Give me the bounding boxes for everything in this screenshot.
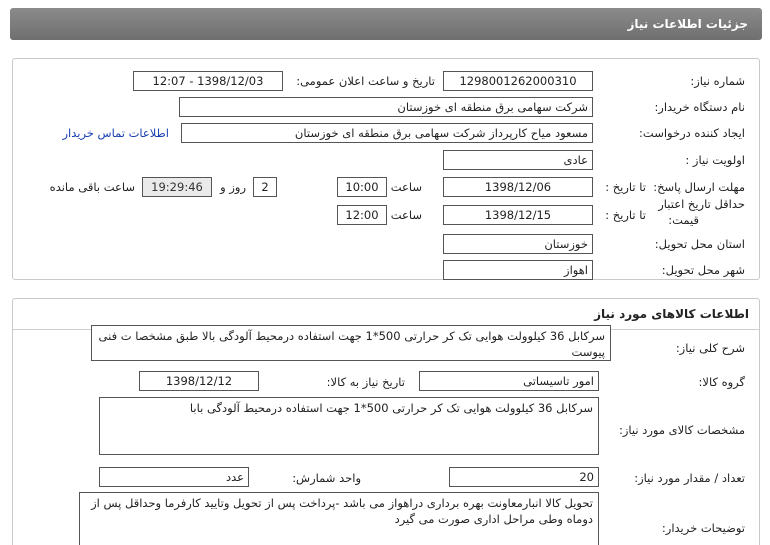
specs-label: مشخصات کالای مورد نیاز:	[618, 423, 745, 437]
days-remaining-field: 2	[253, 177, 277, 197]
unit-field: عدد	[99, 467, 249, 487]
need-number-field: 1298001262000310	[443, 71, 593, 91]
unit-label: واحد شمارش:	[292, 471, 361, 485]
description-label: شرح کلی نیاز:	[675, 341, 745, 355]
reply-date-field: 1398/12/06	[443, 177, 593, 197]
quantity-field: 20	[449, 467, 599, 487]
buyer-notes-label: توضیحات خریدار:	[661, 521, 745, 535]
need-number-label: شماره نیاز:	[690, 74, 745, 88]
quantity-label: تعداد / مقدار مورد نیاز:	[634, 471, 745, 485]
requester-label: ایجاد کننده درخواست:	[639, 126, 745, 140]
announce-date-label: تاریخ و ساعت اعلان عمومی:	[296, 74, 435, 88]
reply-time-label: ساعت	[390, 180, 422, 194]
reply-time-field: 10:00	[337, 177, 387, 197]
need-date-label: تاریخ نیاز به کالا:	[326, 375, 405, 389]
buyer-org-label: نام دستگاه خریدار:	[654, 100, 745, 114]
province-field: خوزستان	[443, 234, 593, 254]
validity-date-field: 1398/12/15	[443, 205, 593, 225]
validity-time-label: ساعت	[390, 208, 422, 222]
priority-field: عادی	[443, 150, 593, 170]
requester-field: مسعود میاح کارپرداز شرکت سهامی برق منطقه ای خوزستان	[181, 123, 593, 143]
priority-label: اولویت نیاز :	[685, 153, 745, 167]
price-validity-label-line1: حداقل تاریخ اعتبار	[658, 197, 745, 211]
buyer-contact-link[interactable]: اطلاعات تماس خریدار	[62, 126, 169, 140]
province-label: استان محل تحویل:	[654, 237, 745, 251]
validity-time-field: 12:00	[337, 205, 387, 225]
page-header	[10, 8, 762, 40]
specs-field: سرکابل 36 کیلوولت هوایی تک کر حرارتی 500*1 جهت استفاده درمحیط آلودگی بابا	[99, 397, 599, 455]
goods-section-title: اطلاعات کالاهای مورد نیاز	[594, 307, 749, 321]
need-date-field: 1398/12/12	[139, 371, 259, 391]
city-field: اهواز	[443, 260, 593, 280]
goods-group-field: امور تاسیساتی	[419, 371, 599, 391]
days-label: روز و	[220, 180, 246, 194]
reply-deadline-label: مهلت ارسال پاسخ:	[653, 180, 745, 194]
reply-to-date-label: تا تاریخ :	[605, 180, 646, 194]
goods-group-label: گروه کالا:	[698, 375, 745, 389]
time-remaining-field: 19:29:46	[142, 177, 212, 197]
goods-info-panel	[12, 298, 760, 545]
page-title: جزئیات اطلاعات نیاز	[627, 17, 748, 31]
time-remaining-label: ساعت باقی مانده	[49, 180, 135, 194]
buyer-notes-field: تحویل کالا انبارمعاونت بهره برداری دراهواز می باشد -پرداخت پس از تحویل وتایید کارفرما وحداقل پس از دوماه وطی مراحل اداری صورت می گیرد	[79, 492, 599, 545]
announce-date-field: 1398/12/03 - 12:07	[133, 71, 283, 91]
validity-to-date-label: تا تاریخ :	[605, 208, 646, 222]
price-validity-label-line2: قیمت:	[668, 213, 699, 227]
city-label: شهر محل تحویل:	[661, 263, 745, 277]
buyer-org-field: شرکت سهامی برق منطقه ای خوزستان	[179, 97, 593, 117]
need-info-panel	[12, 58, 760, 280]
description-field: سرکابل 36 کیلوولت هوایی تک کر حرارتی 500*1 جهت استفاده درمحیط آلودگی بالا طبق مشخصا ت فنی پیوست	[91, 325, 611, 361]
